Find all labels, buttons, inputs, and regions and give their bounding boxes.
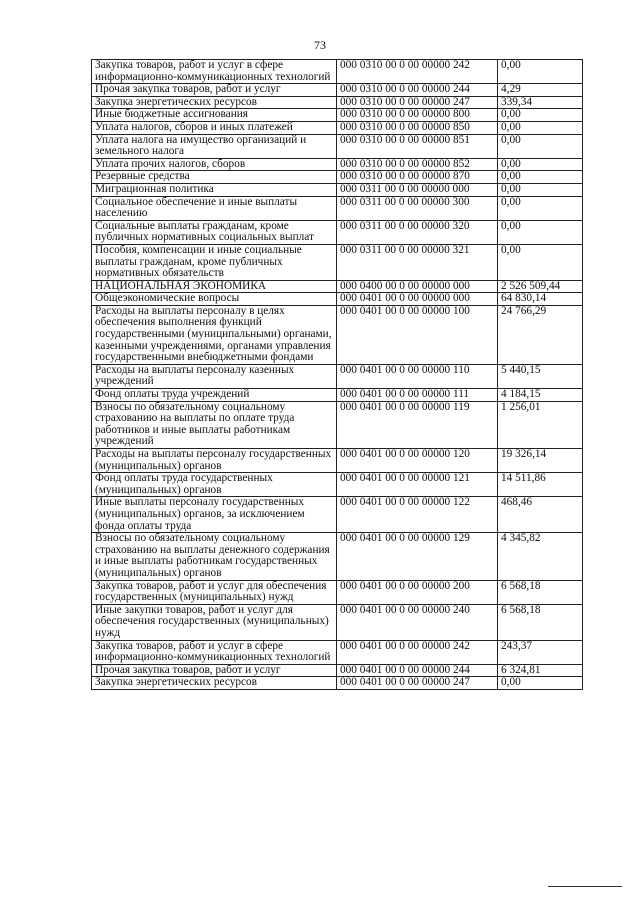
row-value-cell: 0,00 xyxy=(498,196,583,220)
row-name-cell: Общеэкономические вопросы xyxy=(92,293,337,306)
table-row xyxy=(92,171,583,184)
table-row xyxy=(92,280,583,293)
row-code-cell: 000 0310 00 0 00 00000 242 xyxy=(337,60,498,84)
row-code-cell: 000 0401 00 0 00 00000 129 xyxy=(337,533,498,580)
row-value-cell: 6 568,18 xyxy=(498,604,583,640)
row-name-cell: Иные выплаты персоналу государственных (муниципальных) органов, за исключением фонда оплаты труда xyxy=(92,497,337,533)
row-name-cell: Социальные выплаты гражданам, кроме публичных нормативных социальных выплат xyxy=(92,220,337,244)
row-value-cell: 24 766,29 xyxy=(498,305,583,364)
page-number: 73 xyxy=(314,38,326,52)
row-code-cell: 000 0400 00 0 00 00000 000 xyxy=(337,280,498,293)
table-row xyxy=(92,604,583,640)
row-value-cell: 0,00 xyxy=(498,677,583,690)
table-row xyxy=(92,196,583,220)
row-name-cell: Резервные средства xyxy=(92,171,337,184)
row-name-cell: Закупка энергетических ресурсов xyxy=(92,96,337,109)
row-value-cell: 468,46 xyxy=(498,497,583,533)
row-name-cell: Прочая закупка товаров, работ и услуг xyxy=(92,664,337,677)
row-code-cell: 000 0310 00 0 00 00000 852 xyxy=(337,158,498,171)
table-row xyxy=(92,293,583,306)
row-value-cell: 1 256,01 xyxy=(498,401,583,448)
row-name-cell: Прочая закупка товаров, работ и услуг xyxy=(92,84,337,97)
row-code-cell: 000 0401 00 0 00 00000 242 xyxy=(337,640,498,664)
row-code-cell: 000 0310 00 0 00 00000 870 xyxy=(337,171,498,184)
table-row xyxy=(92,497,583,533)
table-row xyxy=(92,84,583,97)
row-code-cell: 000 0311 00 0 00 00000 000 xyxy=(337,183,498,196)
row-name-cell: Миграционная политика xyxy=(92,183,337,196)
row-code-cell: 000 0310 00 0 00 00000 851 xyxy=(337,134,498,158)
row-name-cell: Взносы по обязательному социальному страхованию на выплаты по оплате труда работников и иные выплаты работникам учреждений xyxy=(92,401,337,448)
row-value-cell: 0,00 xyxy=(498,134,583,158)
row-value-cell: 6 568,18 xyxy=(498,580,583,604)
budget-table xyxy=(91,59,583,690)
row-code-cell: 000 0311 00 0 00 00000 321 xyxy=(337,244,498,280)
row-code-cell: 000 0401 00 0 00 00000 240 xyxy=(337,604,498,640)
table-row xyxy=(92,158,583,171)
row-code-cell: 000 0401 00 0 00 00000 110 xyxy=(337,364,498,388)
footer-rule xyxy=(548,886,622,887)
row-value-cell: 4,29 xyxy=(498,84,583,97)
row-value-cell: 4 345,82 xyxy=(498,533,583,580)
row-code-cell: 000 0311 00 0 00 00000 300 xyxy=(337,196,498,220)
table-row xyxy=(92,533,583,580)
row-value-cell: 5 440,15 xyxy=(498,364,583,388)
row-name-cell: Расходы на выплаты персоналу государственных (муниципальных) органов xyxy=(92,449,337,473)
row-code-cell: 000 0401 00 0 00 00000 120 xyxy=(337,449,498,473)
row-value-cell: 0,00 xyxy=(498,60,583,84)
row-value-cell: 4 184,15 xyxy=(498,389,583,402)
row-value-cell: 2 526 509,44 xyxy=(498,280,583,293)
row-name-cell: Взносы по обязательному социальному страхованию на выплаты денежного содержания и иные выплаты работникам государственных (муниципальных) органов xyxy=(92,533,337,580)
row-code-cell: 000 0401 00 0 00 00000 100 xyxy=(337,305,498,364)
row-value-cell: 0,00 xyxy=(498,183,583,196)
row-name-cell: Иные закупки товаров, работ и услуг для обеспечения государственных (муниципальных) нужд xyxy=(92,604,337,640)
row-name-cell: Фонд оплаты труда государственных (муниципальных) органов xyxy=(92,473,337,497)
row-code-cell: 000 0310 00 0 00 00000 800 xyxy=(337,109,498,122)
row-value-cell: 6 324,81 xyxy=(498,664,583,677)
row-value-cell: 0,00 xyxy=(498,244,583,280)
row-name-cell: Пособия, компенсации и иные социальные выплаты гражданам, кроме публичных нормативных обязательств xyxy=(92,244,337,280)
row-value-cell: 19 326,14 xyxy=(498,449,583,473)
row-code-cell: 000 0401 00 0 00 00000 111 xyxy=(337,389,498,402)
row-name-cell: Уплата налога на имущество организаций и земельного налога xyxy=(92,134,337,158)
table-row xyxy=(92,677,583,690)
row-name-cell: Закупка товаров, работ и услуг в сфере информационно-коммуникационных технологий xyxy=(92,640,337,664)
table-row xyxy=(92,389,583,402)
table-row xyxy=(92,109,583,122)
row-code-cell: 000 0401 00 0 00 00000 121 xyxy=(337,473,498,497)
row-code-cell: 000 0401 00 0 00 00000 244 xyxy=(337,664,498,677)
table-row xyxy=(92,473,583,497)
table-row xyxy=(92,364,583,388)
table-row xyxy=(92,640,583,664)
row-code-cell: 000 0310 00 0 00 00000 850 xyxy=(337,121,498,134)
row-code-cell: 000 0401 00 0 00 00000 000 xyxy=(337,293,498,306)
row-value-cell: 0,00 xyxy=(498,220,583,244)
row-code-cell: 000 0401 00 0 00 00000 200 xyxy=(337,580,498,604)
table-row xyxy=(92,121,583,134)
table-row xyxy=(92,220,583,244)
row-code-cell: 000 0310 00 0 00 00000 244 xyxy=(337,84,498,97)
table-row xyxy=(92,96,583,109)
row-value-cell: 14 511,86 xyxy=(498,473,583,497)
table-row xyxy=(92,401,583,448)
row-name-cell: Социальное обеспечение и иные выплаты населению xyxy=(92,196,337,220)
row-value-cell: 0,00 xyxy=(498,109,583,122)
row-name-cell: Закупка товаров, работ и услуг в сфере информационно-коммуникационных технологий xyxy=(92,60,337,84)
row-code-cell: 000 0311 00 0 00 00000 320 xyxy=(337,220,498,244)
row-name-cell: Закупка товаров, работ и услуг для обеспечения государственных (муниципальных) нужд xyxy=(92,580,337,604)
row-code-cell: 000 0401 00 0 00 00000 119 xyxy=(337,401,498,448)
table-row xyxy=(92,580,583,604)
table-row xyxy=(92,305,583,364)
row-value-cell: 0,00 xyxy=(498,158,583,171)
row-name-cell: Расходы на выплаты персоналу в целях обеспечения выполнения функций государственными (муниципальными) органами, казенными учреждениями, органами управления государственными внебюджетными фондами xyxy=(92,305,337,364)
table-row xyxy=(92,664,583,677)
row-name-cell: Иные бюджетные ассигнования xyxy=(92,109,337,122)
row-name-cell: Фонд оплаты труда учреждений xyxy=(92,389,337,402)
row-name-cell: Закупка энергетических ресурсов xyxy=(92,677,337,690)
row-value-cell: 64 830,14 xyxy=(498,293,583,306)
row-code-cell: 000 0401 00 0 00 00000 122 xyxy=(337,497,498,533)
table-body xyxy=(92,60,583,690)
table-row xyxy=(92,183,583,196)
row-value-cell: 339,34 xyxy=(498,96,583,109)
table-row xyxy=(92,60,583,84)
row-code-cell: 000 0310 00 0 00 00000 247 xyxy=(337,96,498,109)
row-name-cell: НАЦИОНАЛЬНАЯ ЭКОНОМИКА xyxy=(92,280,337,293)
row-value-cell: 0,00 xyxy=(498,171,583,184)
row-name-cell: Уплата налогов, сборов и иных платежей xyxy=(92,121,337,134)
row-value-cell: 243,37 xyxy=(498,640,583,664)
table-row xyxy=(92,449,583,473)
table-row xyxy=(92,134,583,158)
row-name-cell: Уплата прочих налогов, сборов xyxy=(92,158,337,171)
row-value-cell: 0,00 xyxy=(498,121,583,134)
row-code-cell: 000 0401 00 0 00 00000 247 xyxy=(337,677,498,690)
row-name-cell: Расходы на выплаты персоналу казенных учреждений xyxy=(92,364,337,388)
table-row xyxy=(92,244,583,280)
